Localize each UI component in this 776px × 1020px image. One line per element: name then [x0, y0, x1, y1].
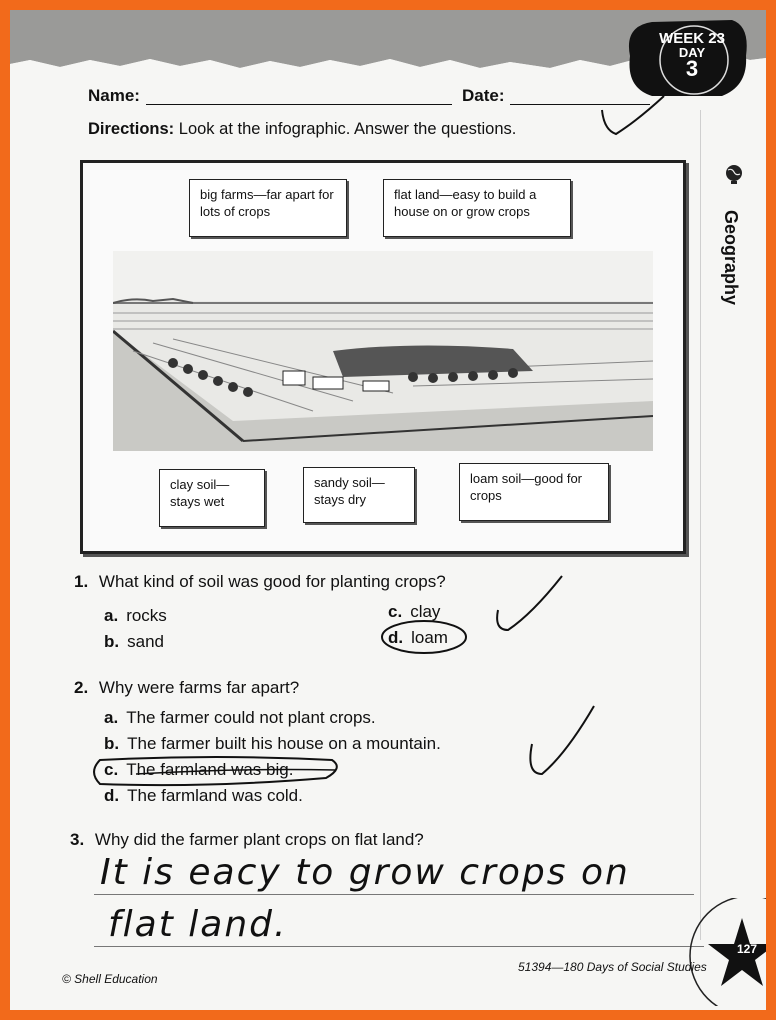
option-text: clay [410, 602, 441, 621]
option-text: The farmland was cold. [127, 786, 303, 805]
option-text: sand [127, 632, 164, 651]
page-number: 127 [737, 942, 758, 956]
question-number: 2. [74, 678, 89, 697]
option-2b[interactable] [104, 734, 441, 754]
option-letter: a. [104, 708, 119, 727]
question-2 [74, 678, 299, 698]
book-title: 51394—180 Days of Social Studies [518, 960, 707, 974]
option-letter: a. [104, 606, 119, 625]
checkmark-icon [518, 700, 598, 780]
answer-circle [86, 754, 346, 790]
directions-label: Directions: [88, 120, 175, 138]
callout-loam-soil: loam soil—good for crops [459, 463, 609, 521]
option-text: rocks [126, 606, 167, 625]
question-text: Why did the farmer plant crops on flat land? [94, 830, 424, 849]
question-number: 1. [74, 572, 89, 591]
day-number: 3 [685, 56, 699, 81]
handwritten-answer-line-1: It is eacy to grow crops on [100, 852, 630, 893]
callout-clay-soil: clay soil— stays wet [159, 469, 265, 527]
option-text: The farmer built his house on a mountain. [127, 734, 441, 753]
callout-flat-land: flat land—easy to build a house on or grow crops [383, 179, 571, 237]
option-letter: c. [388, 602, 403, 621]
day-label: DAY [678, 45, 706, 60]
question-3 [70, 830, 424, 850]
question-number: 3. [70, 830, 85, 849]
answer-line-2[interactable] [94, 946, 704, 947]
option-text: loam [411, 628, 448, 647]
option-1b[interactable] [104, 632, 164, 652]
question-text: What kind of soil was good for planting crops? [98, 572, 446, 591]
answer-line-1[interactable] [94, 894, 694, 895]
callout-sandy-soil: sandy soil— stays dry [303, 467, 415, 523]
name-label: Name: [88, 86, 140, 105]
question-text: Why were farms far apart? [98, 678, 300, 697]
checkmark-icon [598, 90, 668, 140]
callout-big-farms: big farms—far apart for lots of crops [189, 179, 347, 237]
week-label: WEEK 23 [659, 30, 725, 47]
option-1a[interactable] [104, 606, 167, 626]
directions [88, 120, 516, 139]
name-field[interactable] [146, 104, 452, 105]
worksheet-page [10, 10, 766, 1010]
option-letter: b. [104, 734, 120, 753]
farm-landscape-image [113, 251, 653, 451]
option-letter: b. [104, 632, 120, 651]
option-2a[interactable] [104, 708, 376, 728]
question-1 [74, 572, 446, 592]
globe-icon [722, 162, 746, 186]
option-text: The farmland was big. [126, 760, 294, 779]
option-text: The farmer could not plant crops. [126, 708, 376, 727]
option-letter: c. [104, 760, 119, 779]
copyright: © Shell Education [62, 972, 158, 986]
subject-label: Geography [721, 210, 741, 306]
infographic [80, 160, 686, 554]
date-label: Date: [462, 86, 505, 105]
answer-circle [380, 618, 470, 656]
checkmark-icon [488, 570, 568, 636]
option-letter: d. [388, 628, 404, 647]
directions-text: Look at the infographic. Answer the questions. [178, 120, 517, 138]
handwritten-answer-line-2: flat land. [108, 904, 288, 945]
option-letter: d. [104, 786, 120, 805]
